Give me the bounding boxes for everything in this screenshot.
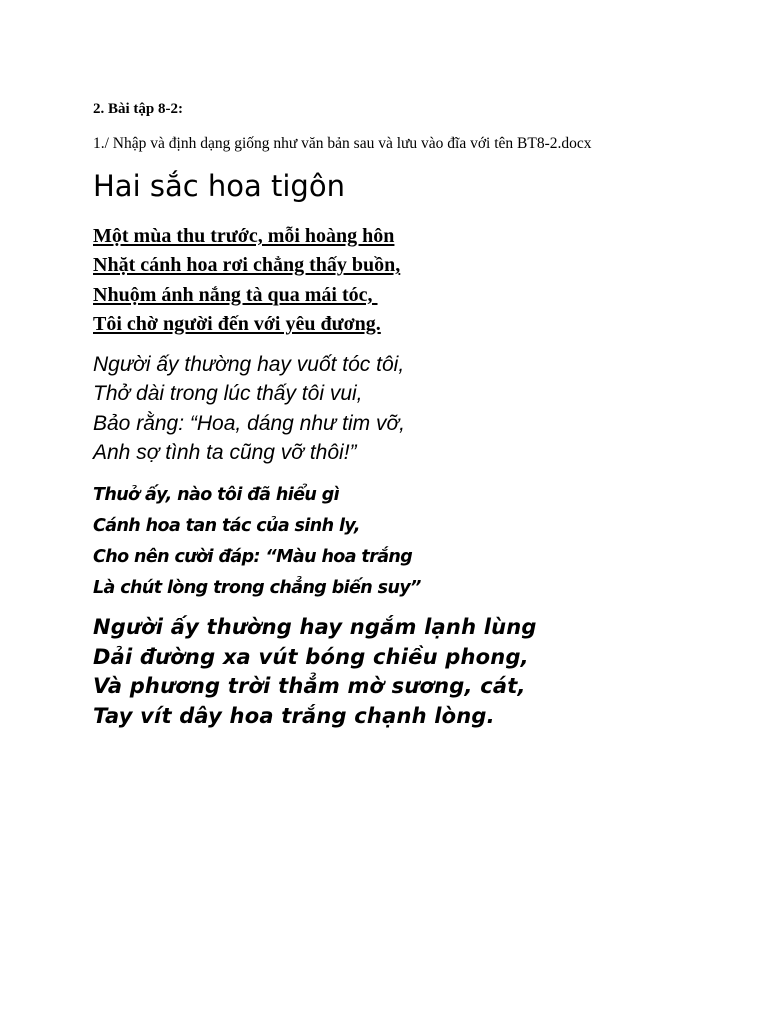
- stanza-line: Dải đường xa vút bóng chiều phong,: [93, 644, 529, 669]
- stanza-line: Người ấy thường hay ngắm lạnh lùng: [93, 615, 537, 639]
- stanza-3: [93, 480, 421, 604]
- stanza-line: Người ấy thường hay vuốt tóc tôi,: [93, 353, 405, 376]
- stanza-4: [93, 613, 537, 731]
- stanza-line: Thở dài trong lúc thấy tôi vui,: [93, 382, 363, 406]
- instruction-text: 1./ Nhập và định dạng giống như văn bản sau và lưu vào đĩa với tên BT8-2.docx: [93, 135, 592, 152]
- stanza-line: Và phương trời thẳm mờ sương, cát,: [93, 674, 526, 698]
- stanza-line: Tay vít dây hoa trắng chạnh lòng.: [93, 703, 495, 728]
- exercise-heading: 2. Bài tập 8-2:: [93, 101, 183, 117]
- stanza-line: Cánh hoa tan tác của sinh ly,: [93, 516, 360, 536]
- stanza-line: Tôi chờ người đến với yêu đương.: [93, 312, 381, 335]
- poem-title: Hai sắc hoa tigôn: [93, 169, 345, 203]
- stanza-line: Nhuộm ánh nắng tà qua mái tóc,: [93, 283, 378, 306]
- stanza-line: Nhặt cánh hoa rơi chẳng thấy buồn,: [93, 254, 401, 277]
- stanza-2: [93, 350, 405, 467]
- stanza-line: Cho nên cười đáp: “Màu hoa trắng: [93, 547, 413, 567]
- stanza-line: Anh sợ tình ta cũng vỡ thôi!”: [93, 440, 357, 464]
- stanza-line: Là chút lòng trong chẳng biến suy”: [93, 578, 421, 598]
- stanza-line: Bảo rằng: “Hoa, dáng như tim vỡ,: [93, 411, 405, 435]
- stanza-line: Một mùa thu trước, mỗi hoàng hôn: [93, 225, 395, 247]
- stanza-line: Thuở ấy, nào tôi đã hiểu gì: [93, 485, 340, 505]
- stanza-1: [93, 222, 400, 339]
